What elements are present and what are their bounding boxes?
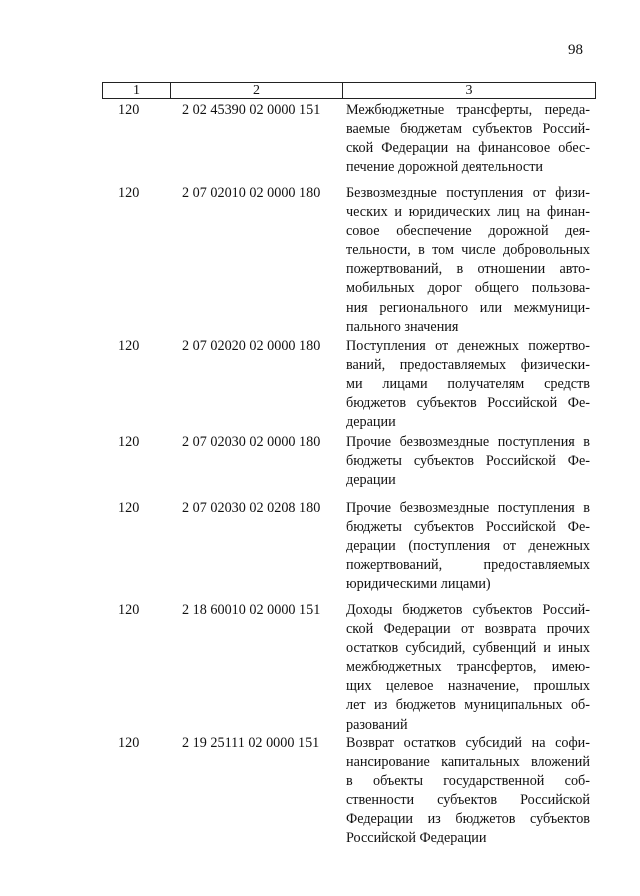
description-line: ственности субъектов Российской <box>346 792 590 809</box>
description-line: щих целевое назначение, прошлых <box>346 678 590 695</box>
description-line: разований <box>346 716 408 733</box>
description-line: ской Федерации от возврата прочих <box>346 621 590 638</box>
admin-code-cell: 120 <box>118 602 140 618</box>
description-line: Возврат остатков субсидий на софи- <box>346 735 590 751</box>
description-line: ваемые бюджетам субъектов Россий- <box>346 121 590 138</box>
description-line: юридическими лицами) <box>346 576 491 593</box>
description-line: Российской Федерации <box>346 830 487 847</box>
description-line: нансирование капитальных вложений <box>346 754 590 771</box>
admin-code-cell: 120 <box>118 185 140 201</box>
budget-code-cell: 2 07 02010 02 0000 180 <box>182 185 321 201</box>
description-line: Поступления от денежных пожертво- <box>346 338 590 354</box>
description-cell <box>346 433 590 490</box>
description-line: ния регионального или межмуници- <box>346 299 590 316</box>
description-line: ми лицами получателям средств <box>346 376 590 393</box>
description-cell <box>346 499 590 594</box>
description-line: дерации (поступления от денежных <box>346 538 590 555</box>
description-line: Прочие безвозмездные поступления в <box>346 500 590 516</box>
description-cell <box>346 184 590 337</box>
budget-code-cell: 2 19 25111 02 0000 151 <box>182 735 320 751</box>
description-line: лет из бюджетов муниципальных об- <box>346 697 590 714</box>
page-number: 98 <box>568 42 583 58</box>
description-line: пожертвований, в отношении авто- <box>346 261 590 278</box>
description-line: ческих и юридических лиц на финан- <box>346 204 590 221</box>
admin-code-cell: 120 <box>118 338 140 354</box>
description-line: ской Федерации на финансовое обес- <box>346 140 590 157</box>
description-line: Межбюджетные трансферты, переда- <box>346 102 590 118</box>
budget-code-cell: 2 07 02030 02 0000 180 <box>182 434 321 450</box>
description-cell <box>346 101 590 177</box>
description-line: дерации <box>346 472 396 489</box>
description-line: совое обеспечение дорожной дея- <box>346 223 590 240</box>
description-line: бюджеты субъектов Российской Фе- <box>346 453 590 470</box>
description-line: печение дорожной деятельности <box>346 159 543 176</box>
header-col-3: 3 <box>465 83 473 98</box>
description-line: Безвозмездные поступления от физи- <box>346 185 590 201</box>
budget-code-cell: 2 07 02030 02 0208 180 <box>182 500 321 516</box>
admin-code-cell: 120 <box>118 434 140 450</box>
budget-code-cell: 2 07 02020 02 0000 180 <box>182 338 321 354</box>
description-line: мобильных дорог общего пользова- <box>346 280 590 297</box>
description-line: ваний, предоставляемых физически- <box>346 357 590 374</box>
description-line: остатков субсидий, субвенций и иных <box>346 640 590 657</box>
admin-code-cell: 120 <box>118 500 140 516</box>
description-cell <box>346 734 590 849</box>
description-cell <box>346 601 590 735</box>
description-line: пального значения <box>346 318 459 335</box>
admin-code-cell: 120 <box>118 735 140 751</box>
budget-code-cell: 2 18 60010 02 0000 151 <box>182 602 321 618</box>
header-col-1: 1 <box>103 83 171 98</box>
table-header <box>102 82 596 99</box>
header-col-2: 2 <box>171 83 343 98</box>
description-line: в объекты государственной соб- <box>346 773 590 790</box>
description-cell <box>346 337 590 432</box>
description-line: Доходы бюджетов субъектов Россий- <box>346 602 590 618</box>
description-line: межбюджетных трансфертов, имею- <box>346 659 590 676</box>
description-line: дерации <box>346 414 396 431</box>
admin-code-cell: 120 <box>118 102 140 118</box>
description-line: пожертвований, предоставляемых <box>346 557 590 574</box>
description-line: Прочие безвозмездные поступления в <box>346 434 590 450</box>
description-line: бюджеты субъектов Российской Фе- <box>346 519 590 536</box>
description-line: бюджетов субъектов Российской Фе- <box>346 395 590 412</box>
description-line: тельности, в том числе добровольных <box>346 242 590 259</box>
description-line: Федерации из бюджетов субъектов <box>346 811 590 828</box>
budget-code-cell: 2 02 45390 02 0000 151 <box>182 102 321 118</box>
